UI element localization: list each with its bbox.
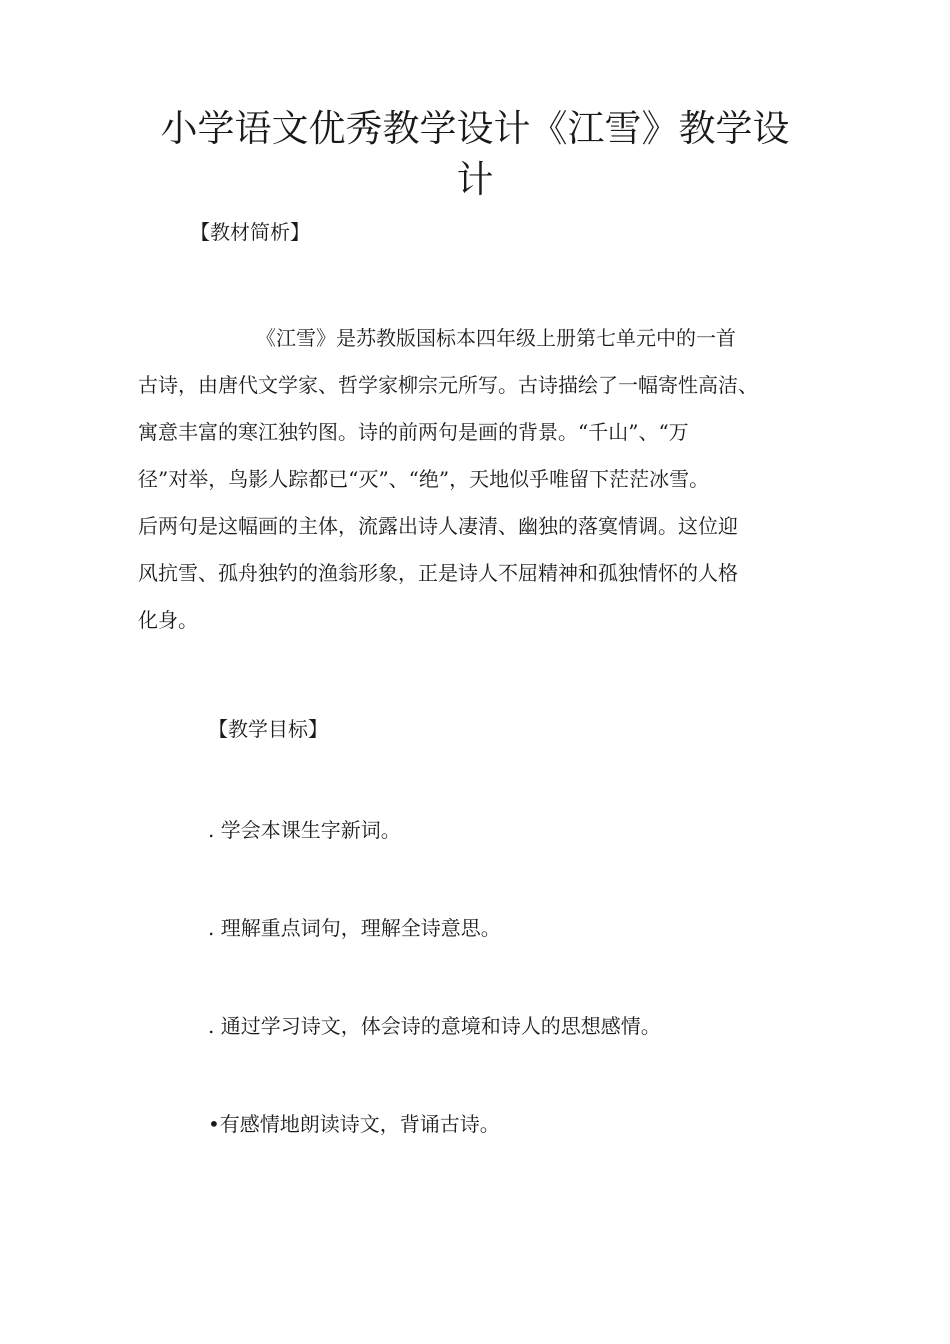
section-heading-textbook-analysis: 【教材简析】 (190, 220, 310, 244)
section-heading-teaching-goals: 【教学目标】 (208, 717, 328, 741)
goal-item: •有感情地朗读诗文，背诵古诗。 (208, 1112, 500, 1136)
paragraph-line: 化身。 (138, 608, 198, 632)
paragraph-line: 《江雪》是苏教版国标本四年级上册第七单元中的一首 (256, 326, 736, 350)
paragraph-line: 风抗雪、孤舟独钓的渔翁形象，正是诗人不屈精神和孤独情怀的人格 (138, 561, 738, 585)
textbook-analysis-paragraph (138, 315, 838, 644)
document-title-line-1: 小学语文优秀教学设计《江雪》教学设 (160, 107, 790, 150)
paragraph-line: 古诗，由唐代文学家、哲学家柳宗元所写。古诗描绘了一幅寄性高洁、 (138, 373, 758, 397)
document-title-line-2: 计 (456, 158, 494, 201)
goal-item: . 通过学习诗文，体会诗的意境和诗人的思想感情。 (208, 1014, 661, 1038)
goal-item: . 学会本课生字新词。 (208, 818, 401, 842)
paragraph-line: 寓意丰富的寒江独钓图。诗的前两句是画的背景。“千山”、“万 (138, 420, 689, 444)
paragraph-line: 径”对举，鸟影人踪都已“灭”、“绝”，天地似乎唯留下茫茫冰雪。 (138, 467, 710, 491)
goal-item: . 理解重点词句，理解全诗意思。 (208, 916, 501, 940)
paragraph-line: 后两句是这幅画的主体，流露出诗人凄清、幽独的落寞情调。这位迎 (138, 514, 738, 538)
